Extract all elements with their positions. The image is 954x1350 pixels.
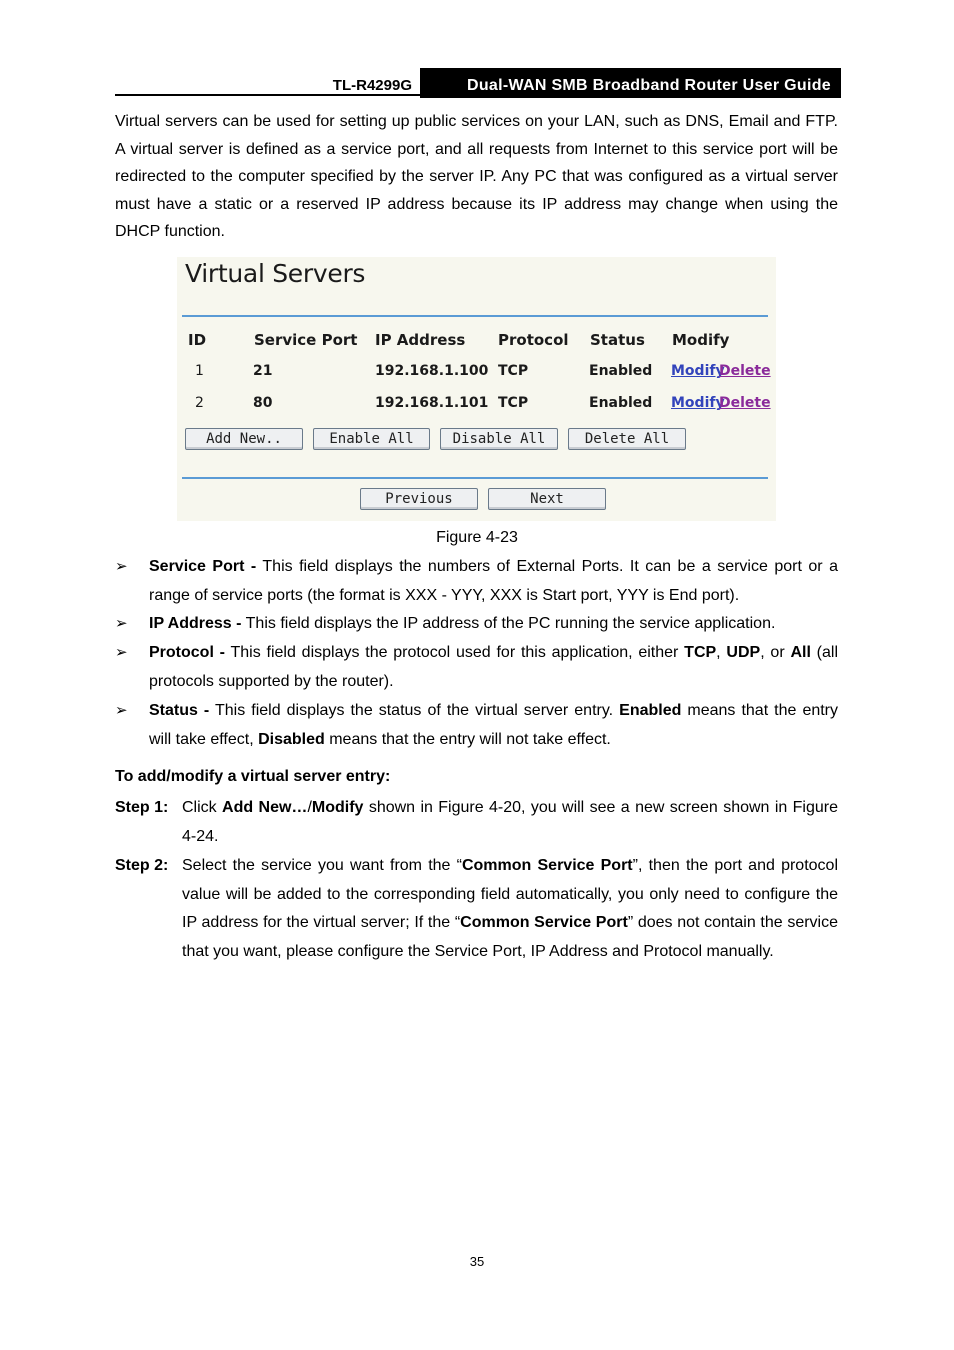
figure-title: Virtual Servers xyxy=(185,259,366,288)
step-label: Step 1: xyxy=(115,799,169,816)
arrow-bullet-icon: ➢ xyxy=(115,558,128,575)
step-emphasis: Modify xyxy=(311,799,364,816)
status-disabled: Disabled xyxy=(258,730,325,748)
intro-paragraph: Virtual servers can be used for setting up public services on your LAN, such as DNS, Email and FTP. A virtual server is defined as a service port, and all requests from Internet to this service port will be redirected to the computer specified by the server IP. Any PC that was configured as a virtual server must have a static or a reserved IP address because its IP address may change when using the DHCP function. xyxy=(115,113,838,240)
status-enabled: Enabled xyxy=(619,702,682,719)
bullet-text: means that the entry will not take effect. xyxy=(324,730,611,748)
bullet-text: This field displays the protocol used for this application, either xyxy=(225,644,685,661)
page-number: 35 xyxy=(469,1254,485,1269)
row-2-status: Enabled xyxy=(589,395,653,411)
previous-button[interactable]: Previous xyxy=(360,488,478,510)
column-header-modify: Modify xyxy=(672,331,730,349)
protocol-all: All xyxy=(790,644,811,661)
row-1-ip: 192.168.1.100 xyxy=(375,363,489,379)
column-header-protocol: Protocol xyxy=(498,331,569,349)
delete-all-button[interactable]: Delete All xyxy=(568,428,686,450)
arrow-bullet-icon: ➢ xyxy=(115,615,128,632)
step-emphasis: Common Service Port xyxy=(460,914,628,931)
step-emphasis: Common Service Port xyxy=(461,857,633,874)
divider xyxy=(182,477,768,479)
bullet-text: means that the entry will take effect, xyxy=(149,702,839,748)
row-1-status: Enabled xyxy=(589,363,653,379)
row-1-id: 1 xyxy=(195,363,204,379)
column-header-ip-address: IP Address xyxy=(375,331,466,349)
bullet-text: This field displays the status of the virtual server entry. xyxy=(209,702,620,719)
separator: , or xyxy=(760,644,791,661)
row-2-port: 80 xyxy=(253,395,273,411)
step-text: ”, then the port and protocol value will be added to the corresponding field automatically, you only need to configure the IP address for the virtual server; If the “ xyxy=(182,857,838,931)
figure-caption: Figure 4-23 xyxy=(436,529,518,546)
step-text: Select the service you want from the “ xyxy=(182,857,462,874)
step-emphasis: Add New… xyxy=(222,799,308,816)
guide-title: Dual-WAN SMB Broadband Router User Guide xyxy=(420,68,841,98)
row-1-port: 21 xyxy=(253,363,273,379)
protocol-tcp: TCP xyxy=(684,644,717,661)
enable-all-button[interactable]: Enable All xyxy=(313,428,430,450)
row-2-id: 2 xyxy=(195,395,204,411)
protocol-udp: UDP xyxy=(726,644,761,661)
row-2-modify-link[interactable]: Modify xyxy=(671,395,725,411)
separator: / xyxy=(307,799,312,816)
section-title: To add/modify a virtual server entry: xyxy=(115,768,391,785)
bullet-term: Protocol - xyxy=(149,644,226,661)
step-text: Click xyxy=(182,799,223,816)
step-label: Step 2: xyxy=(115,857,169,874)
bullet-term: IP Address - xyxy=(149,615,242,632)
add-new-button[interactable]: Add New.. xyxy=(185,428,303,450)
divider xyxy=(182,315,768,317)
bullet-term: Service Port - xyxy=(149,558,257,575)
column-header-id: ID xyxy=(188,331,207,349)
next-button[interactable]: Next xyxy=(488,488,606,510)
arrow-bullet-icon: ➢ xyxy=(115,644,128,661)
row-1-delete-link[interactable]: Delete xyxy=(719,363,771,379)
step-text: shown in Figure 4-20, you will see a new screen shown in Figure 4-24. xyxy=(182,799,839,845)
row-1-modify-link[interactable]: Modify xyxy=(671,363,725,379)
bullet-term: Status - xyxy=(149,702,210,719)
separator: , xyxy=(716,644,727,661)
bullet-status xyxy=(115,697,838,754)
bullet-text: This field displays the IP address of the PC running the service application. xyxy=(241,615,776,632)
model-name: TL-R4299G xyxy=(115,68,420,96)
step-text: ” does not contain the service that you want, please configure the Service Port, IP Address and Protocol manually. xyxy=(182,914,839,960)
row-2-delete-link[interactable]: Delete xyxy=(719,395,771,411)
column-header-status: Status xyxy=(590,331,645,349)
step-2 xyxy=(115,852,838,966)
bullet-protocol xyxy=(115,639,838,696)
row-2-ip: 192.168.1.101 xyxy=(375,395,489,411)
disable-all-button[interactable]: Disable All xyxy=(440,428,558,450)
step-1 xyxy=(115,794,838,851)
virtual-servers-screenshot xyxy=(177,257,776,521)
row-2-protocol: TCP xyxy=(498,395,529,411)
bullet-text: (all protocols supported by the router). xyxy=(149,644,839,690)
page-header xyxy=(115,68,841,98)
bullet-text: This field displays the numbers of External Ports. It can be a service port or a range of service ports (the format is XXX - YYY, XXX is Start port, YYY is End port). xyxy=(149,558,839,604)
bullet-service-port xyxy=(115,553,838,610)
column-header-service-port: Service Port xyxy=(254,331,358,349)
bullet-ip-address xyxy=(115,610,838,639)
arrow-bullet-icon: ➢ xyxy=(115,702,128,719)
row-1-protocol: TCP xyxy=(498,363,529,379)
